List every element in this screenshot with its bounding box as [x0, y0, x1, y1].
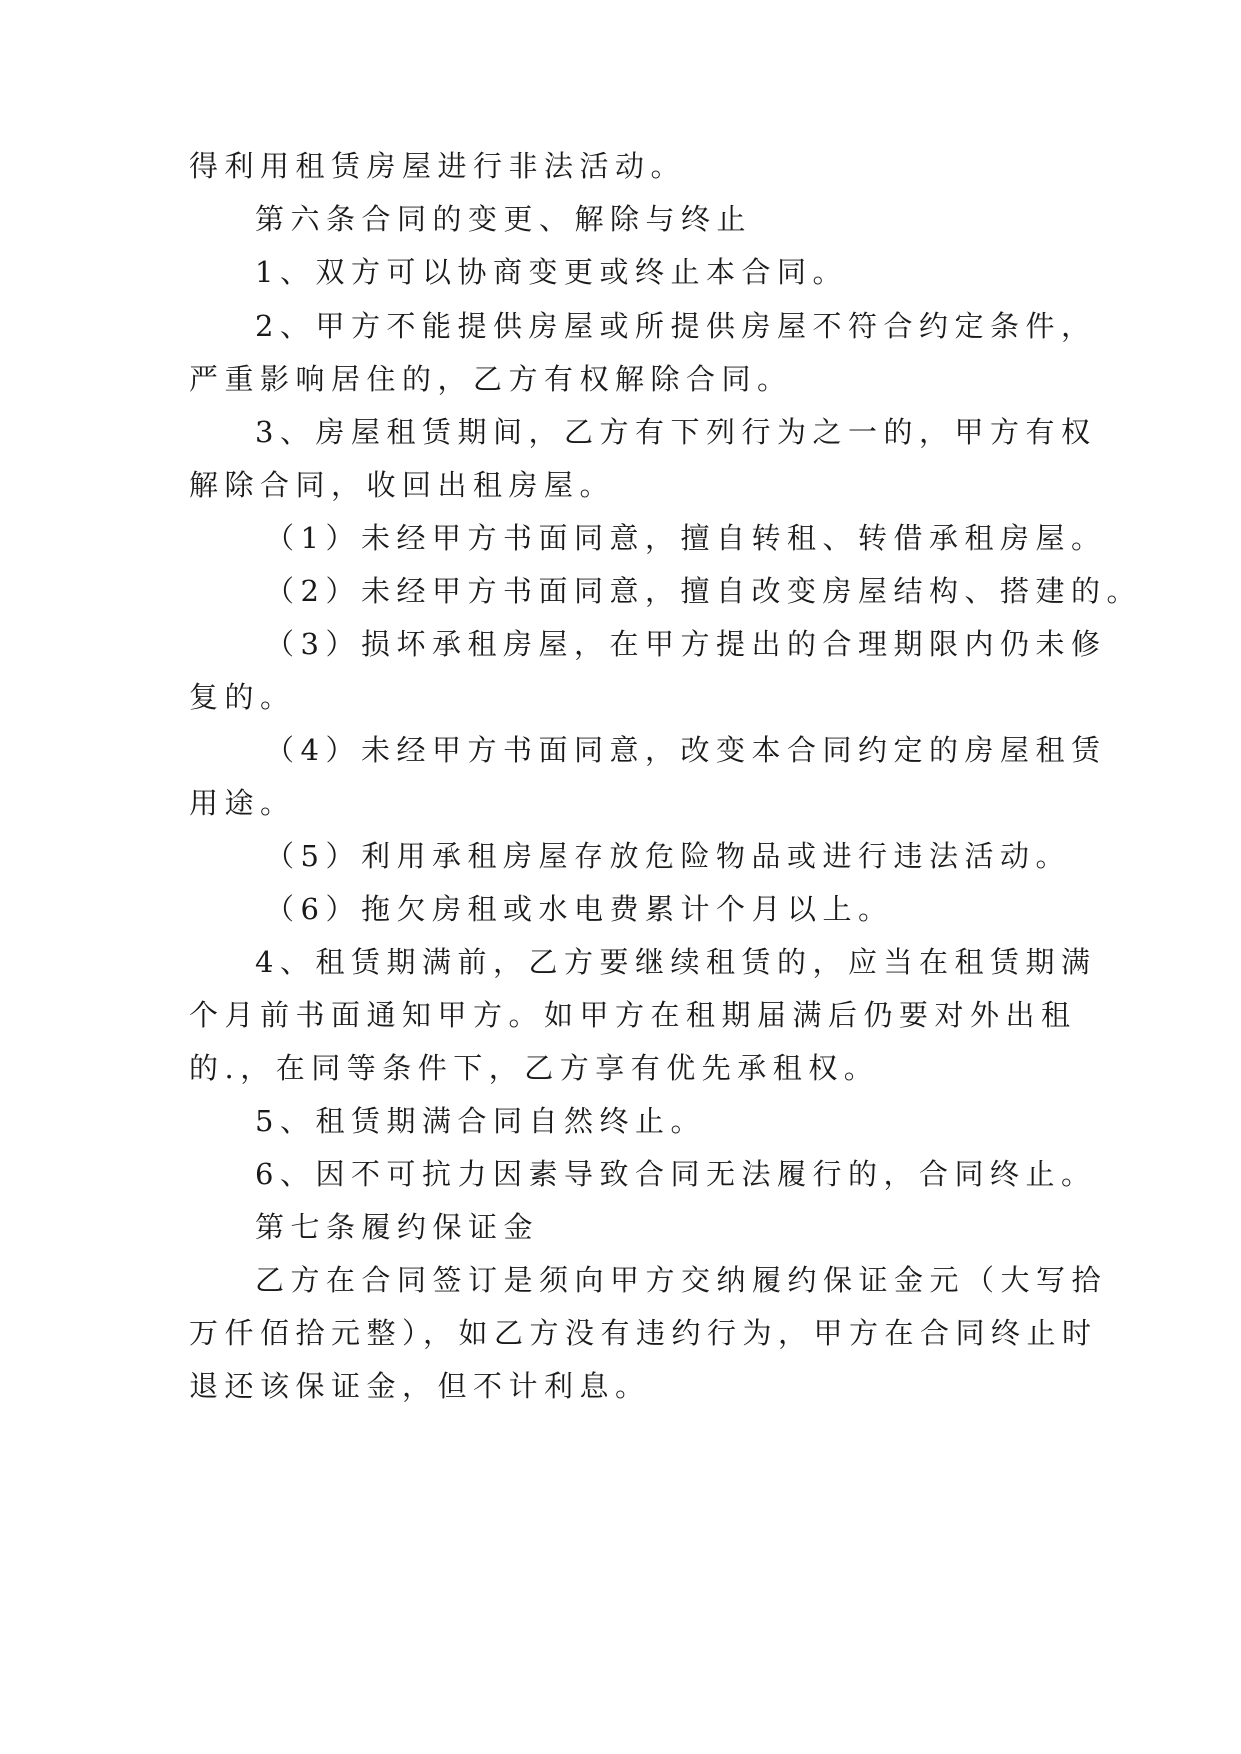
- text-line: 2、甲方不能提供房屋或所提供房屋不符合约定条件，: [255, 309, 1097, 343]
- text-line: 得利用租赁房屋进行非法活动。: [189, 149, 687, 183]
- text-line: 乙方在合同签订是须向甲方交纳履约保证金元（大写拾: [255, 1263, 1108, 1297]
- text-line: （2）未经甲方书面同意，擅自改变房屋结构、搭建的。: [265, 574, 1142, 608]
- text-line: 万仟佰拾元整），如乙方没有违约行为，甲方在合同终止时: [189, 1316, 1098, 1350]
- text-line: （6）拖欠房租或水电费累计个月以上。: [265, 892, 894, 926]
- text-line: 严重影响居住的，乙方有权解除合同。: [189, 362, 793, 396]
- text-line: （3）损坏承租房屋，在甲方提出的合理期限内仍未修: [265, 627, 1107, 661]
- text-line: 退还该保证金，但不计利息。: [189, 1369, 651, 1403]
- text-line: 3、房屋租赁期间，乙方有下列行为之一的，甲方有权: [255, 415, 1097, 449]
- text-line: 5、租赁期满合同自然终止。: [255, 1104, 706, 1138]
- text-line: 复的。: [189, 680, 296, 714]
- text-line: （4）未经甲方书面同意，改变本合同约定的房屋租赁: [265, 733, 1107, 767]
- text-line: 1、双方可以协商变更或终止本合同。: [255, 255, 848, 289]
- text-line: 6、因不可抗力因素导致合同无法履行的，合同终止。: [255, 1157, 1097, 1191]
- text-line: （5）利用承租房屋存放危险物品或进行违法活动。: [265, 839, 1071, 873]
- text-line: 用途。: [189, 786, 296, 820]
- text-line: 4、租赁期满前，乙方要继续租赁的，应当在租赁期满: [255, 945, 1097, 979]
- text-line: （1）未经甲方书面同意，擅自转租、转借承租房屋。: [265, 521, 1107, 555]
- text-line: 解除合同，收回出租房屋。: [189, 468, 616, 502]
- text-line: 的.，在同等条件下，乙方享有优先承租权。: [189, 1051, 880, 1085]
- text-line: 个月前书面通知甲方。如甲方在租期届满后仍要对外出租: [189, 998, 1077, 1032]
- section-heading: 第七条履约保证金: [255, 1210, 540, 1244]
- section-heading: 第六条合同的变更、解除与终止: [255, 202, 753, 236]
